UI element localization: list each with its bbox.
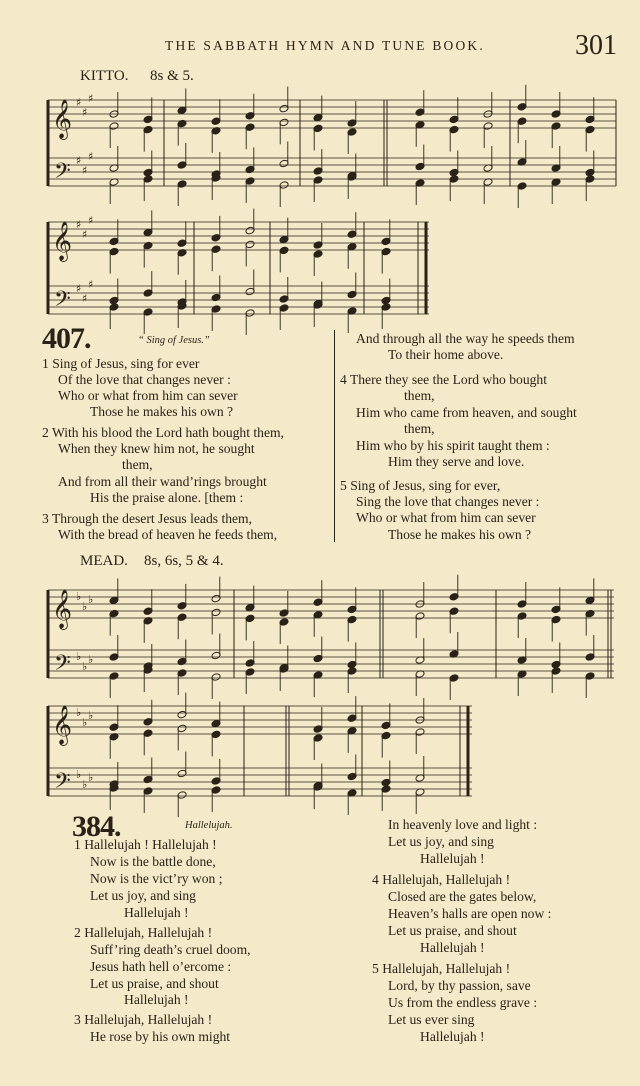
svg-text:♯: ♯ <box>88 92 94 105</box>
verse-line: Closed are the gates below, <box>388 889 537 904</box>
verse-line: them, <box>122 457 153 472</box>
bass-staff <box>48 158 616 186</box>
verse-line: To their home above. <box>388 347 504 362</box>
svg-text:♭: ♭ <box>82 660 88 673</box>
verse-line: Those he makes his own ? <box>90 404 234 419</box>
svg-text:♯: ♯ <box>82 164 88 177</box>
svg-text:♭: ♭ <box>76 706 82 719</box>
key-signature <box>76 92 93 177</box>
key-signature <box>76 706 93 791</box>
svg-text:♭: ♭ <box>76 650 82 663</box>
running-title: THE SABBATH HYMN AND TUNE BOOK. <box>165 38 485 53</box>
tune-meter-mead: 8s, 6s, 5 & 4. <box>144 553 224 569</box>
verse-line: His the praise alone. [them : <box>90 490 244 505</box>
verse-line: And through all the way he speeds them <box>356 331 575 346</box>
verse-line: Those he makes his own ? <box>388 527 532 542</box>
hymn-subtitle-407: “ Sing of Jesus.” <box>138 335 210 346</box>
verse-line: And from all their wand’rings brought <box>58 474 267 489</box>
bass-staff <box>48 650 614 678</box>
verse-line: Heaven’s halls are open now : <box>388 906 552 921</box>
svg-text:♯: ♯ <box>88 150 94 163</box>
svg-text:♯: ♯ <box>82 292 88 305</box>
verse-line: Jesus hath hell o’ercome : <box>90 959 232 974</box>
verse-line: In heavenly love and light : <box>388 817 538 832</box>
verse-line: Him who by his spirit taught them : <box>356 438 550 453</box>
verse-line: 2 Hallelujah, Hallelujah ! <box>74 925 213 940</box>
notes <box>109 209 391 335</box>
svg-text:♭: ♭ <box>82 600 88 613</box>
verse-line: Let us ever sing <box>388 1012 475 1027</box>
svg-text:♭: ♭ <box>76 768 82 781</box>
verse-line: Hallelujah ! <box>420 940 485 955</box>
verse-line: Let us praise, and shout <box>388 923 517 938</box>
notes <box>109 693 425 817</box>
treble-staff <box>48 222 429 250</box>
svg-text:♭: ♭ <box>88 771 94 784</box>
verse-line: 2 With his blood the Lord hath bought them, <box>42 425 284 440</box>
verse-line: Suff’ring death’s cruel doom, <box>90 942 251 957</box>
verse-line: Hallelujah ! <box>124 905 189 920</box>
tune-meter-kitto: 8s & 5. <box>150 68 194 84</box>
notes <box>109 85 595 208</box>
barlines <box>164 100 616 186</box>
bass-clef-icon: 𝄢 <box>54 769 71 799</box>
svg-text:♭: ♭ <box>88 593 94 606</box>
treble-clef-icon: 𝄞 <box>52 705 73 745</box>
music-system-kitto-2 <box>44 210 444 320</box>
music-system-mead-2 <box>44 692 484 804</box>
notes <box>109 575 595 700</box>
treble-clef-icon: 𝄞 <box>52 99 73 139</box>
tune-name-kitto: KITTO. <box>80 68 129 84</box>
key-signature <box>76 214 93 305</box>
verse-line: Let us praise, and shout <box>90 976 219 991</box>
verse-line: With the bread of heaven he feeds them, <box>58 527 278 542</box>
bass-staff <box>48 286 429 314</box>
treble-staff <box>48 590 614 618</box>
verse-line: 5 Sing of Jesus, sing for ever, <box>340 478 501 493</box>
verse-line: Hallelujah ! <box>124 992 189 1007</box>
verse-line: them, <box>404 388 435 403</box>
svg-text:♭: ♭ <box>82 716 88 729</box>
treble-staff <box>48 100 616 128</box>
music-system-mead-1 <box>44 576 620 686</box>
verse-line: 4 There they see the Lord who bought <box>340 372 547 387</box>
verse-line: Who or what from him can sever <box>58 388 238 403</box>
hymn-subtitle-384: Hallelujah. <box>185 820 233 831</box>
verse-line: Sing the love that changes never : <box>356 494 540 509</box>
verse-line: Us from the endless grave : <box>388 995 538 1010</box>
bass-clef-icon: 𝄢 <box>54 287 71 317</box>
verse-line: Lord, by thy passion, save <box>388 978 531 993</box>
svg-text:♯: ♯ <box>76 218 82 231</box>
page-number: 301 <box>575 30 617 61</box>
svg-text:♯: ♯ <box>76 154 82 167</box>
svg-text:♯: ♯ <box>82 106 88 119</box>
verse-line: When they knew him not, he sought <box>58 441 255 456</box>
verse-line: Let us joy, and sing <box>90 888 196 903</box>
treble-clef-icon: 𝄞 <box>52 589 73 629</box>
music-system-kitto-1 <box>44 92 620 200</box>
verse-line: Hallelujah ! <box>420 1029 485 1044</box>
verse-line: Now is the vict’ry won ; <box>90 871 223 886</box>
treble-clef-icon: 𝄞 <box>52 221 73 261</box>
bass-clef-icon: 𝄢 <box>54 159 71 189</box>
tune-name-mead: MEAD. <box>80 553 128 569</box>
verse-line: 4 Hallelujah, Hallelujah ! <box>372 872 511 887</box>
svg-text:♯: ♯ <box>88 214 94 227</box>
verse-line: Now is the battle done, <box>90 854 216 869</box>
verse-line: 3 Hallelujah, Hallelujah ! <box>74 1012 213 1027</box>
verse-line: Him they serve and love. <box>388 454 525 469</box>
verse-line: Hallelujah ! <box>420 851 485 866</box>
svg-text:♯: ♯ <box>76 96 82 109</box>
key-signature <box>76 590 93 673</box>
bass-clef-icon: 𝄢 <box>54 651 71 681</box>
verse-line: Of the love that changes never : <box>58 372 231 387</box>
verse-line: 3 Through the desert Jesus leads them, <box>42 511 253 526</box>
hymn-number-407: 407. <box>42 322 91 355</box>
verse-line: Let us joy, and sing <box>388 834 494 849</box>
column-divider <box>334 330 335 542</box>
svg-text:♭: ♭ <box>76 590 82 603</box>
verse-line: 5 Hallelujah, Hallelujah ! <box>372 961 511 976</box>
svg-text:♯: ♯ <box>76 282 82 295</box>
verse-line: 1 Hallelujah ! Hallelujah ! <box>74 837 217 852</box>
verse-line: 1 Sing of Jesus, sing for ever <box>42 356 200 371</box>
svg-text:♭: ♭ <box>82 778 88 791</box>
verse-line: Him who came from heaven, and sought <box>356 405 577 420</box>
svg-text:♯: ♯ <box>88 278 94 291</box>
verse-line: them, <box>404 421 435 436</box>
verse-line: He rose by his own might <box>90 1029 231 1044</box>
svg-text:♯: ♯ <box>82 228 88 241</box>
verse-line: Who or what from him can sever <box>356 510 536 525</box>
hymn-number-384: 384. <box>72 810 121 843</box>
svg-text:♭: ♭ <box>88 709 94 722</box>
svg-text:♭: ♭ <box>88 653 94 666</box>
